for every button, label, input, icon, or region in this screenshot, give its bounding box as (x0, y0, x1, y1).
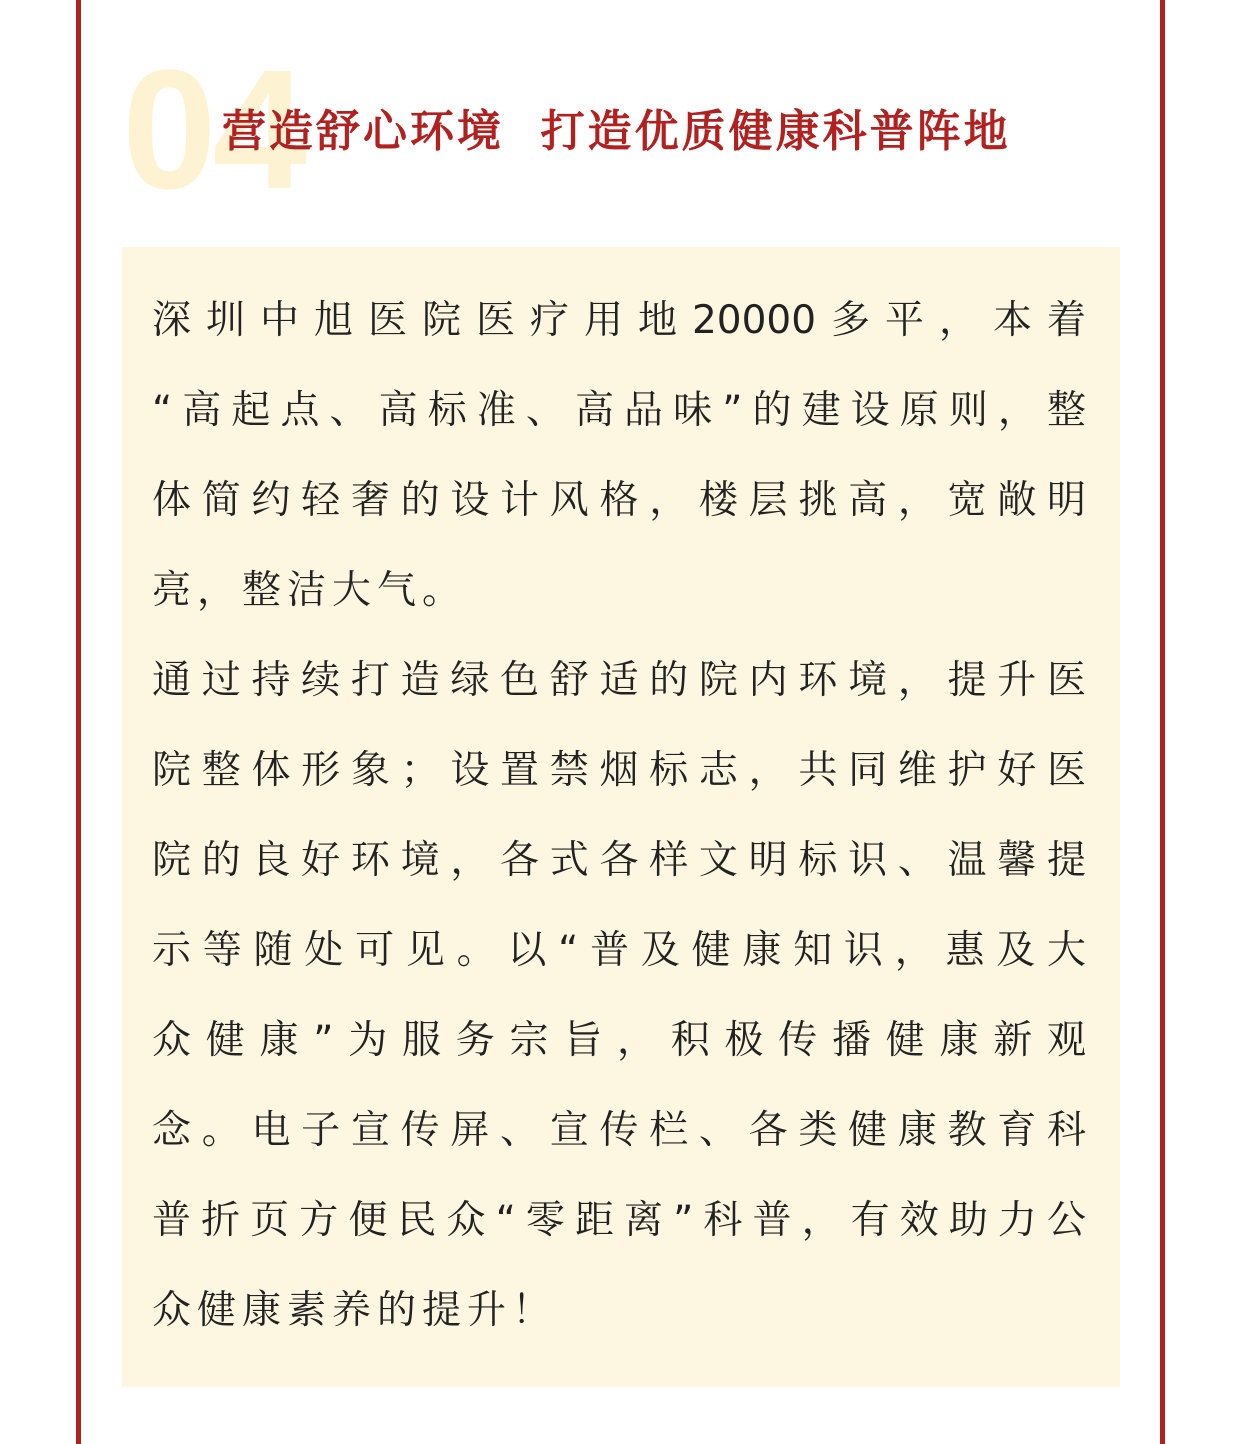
paragraph-line: 体简约轻奢的设计风格，楼层挑高，宽敞明 (152, 478, 1086, 523)
paragraph-line: 深圳中旭医院医疗用地20000多平，本着 (152, 298, 1086, 343)
right-border-line (1160, 0, 1165, 1444)
paragraph-line: 念。电子宣传屏、宣传栏、各类健康教育科 (152, 1108, 1086, 1153)
paragraph-line: 亮，整洁大气。 (152, 568, 468, 613)
paragraph-line: 院整体形象；设置禁烟标志，共同维护好医 (152, 748, 1086, 793)
paragraph-line: 示等随处可见。以“普及健康知识，惠及大 (152, 928, 1086, 973)
left-border-line (76, 0, 81, 1444)
paragraph-line: “高起点、高标准、高品味”的建设原则，整 (152, 388, 1086, 433)
paragraph-line: 众健康素养的提升！ (152, 1288, 558, 1333)
section-title: 营造舒心环境 打造优质健康科普阵地 (222, 106, 1011, 157)
paragraph-line: 院的良好环境，各式各样文明标识、温馨提 (152, 838, 1086, 883)
paragraph-line: 通过持续打造绿色舒适的院内环境，提升医 (152, 658, 1086, 703)
paragraph-line: 普折页方便民众“零距离”科普，有效助力公 (152, 1198, 1086, 1243)
section-number: 04 (122, 35, 304, 225)
paragraph-line: 众健康”为服务宗旨，积极传播健康新观 (152, 1018, 1086, 1063)
content-body (152, 276, 1086, 1356)
